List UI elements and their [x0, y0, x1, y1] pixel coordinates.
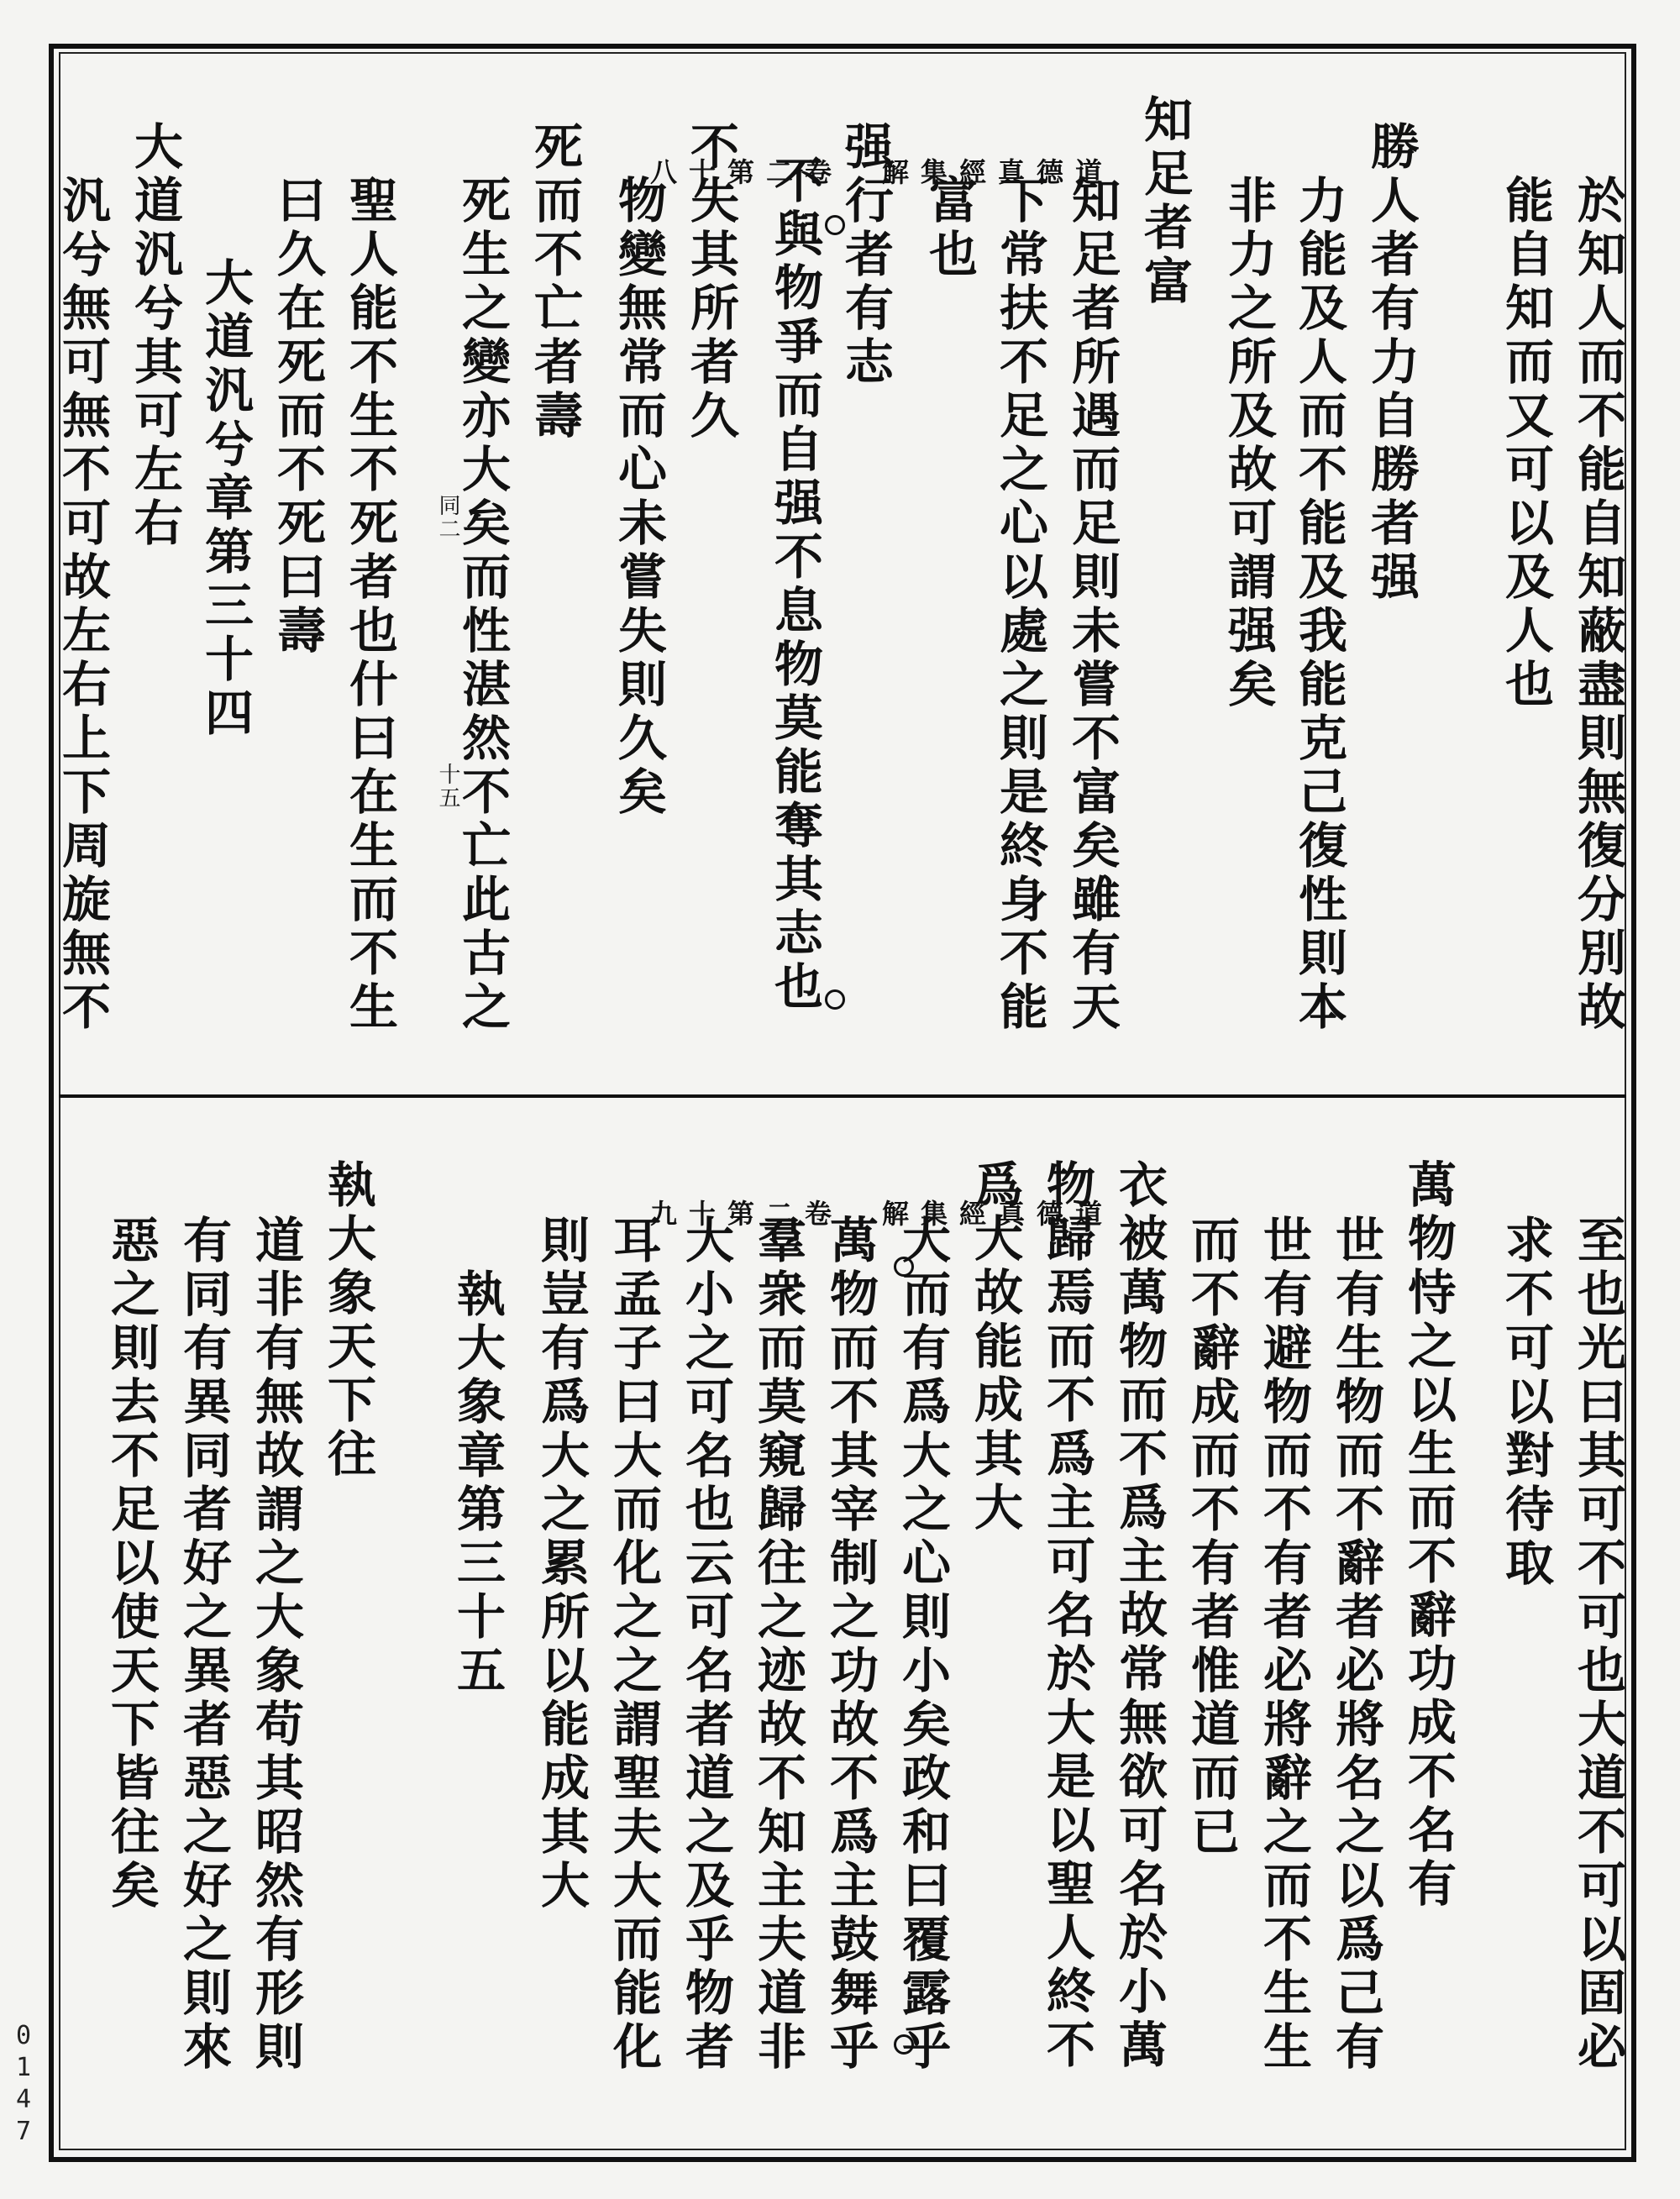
upper-text-column: 死而不亡者壽 [526, 121, 583, 443]
upper-text-column: 知足者富 [1136, 94, 1193, 309]
upper-marginal-note: 十五 [435, 763, 460, 810]
lower-text-column: 羣衆而莫窺歸往之迹故不知主夫道非 [749, 1215, 806, 2075]
upper-punctuation-circle [825, 215, 845, 235]
lower-text-column: 執大象天下往 [319, 1159, 376, 1482]
upper-text-column: 聖人能不生不死者也什曰在生而不生 [341, 175, 398, 1035]
upper-text-column: 富也 [921, 175, 978, 282]
lower-text-column: 世有避物而不有者必將辭之而不生生 [1255, 1215, 1312, 2075]
lower-text-column: 至也光曰其可不可也大道不可以固必 [1569, 1215, 1626, 2075]
upper-text-column: 不失其所者久 [682, 121, 739, 443]
lower-text-column: 萬物而不其宰制之功故不爲主鼓舞乎 [822, 1215, 879, 2075]
lower-text-column: 耳孟子曰大而化之之謂聖夫大而能化 [605, 1215, 662, 2075]
lower-text-column: 爲大故能成其大 [966, 1159, 1023, 1535]
upper-text-column: 强行者有志 [837, 121, 894, 390]
upper-page-header: 道德真經集解 卷二第十八 [649, 156, 1114, 188]
upper-text-column: 下常扶不足之心以處之則是終身不能 [991, 175, 1048, 1035]
lower-text-column: 大小之可名也云可名者道之及乎物者 [677, 1215, 734, 2075]
lower-text-column: 則豈有爲大之累所以能成其大 [533, 1215, 590, 1913]
upper-text-column: 於知人而不能自知蔽盡則無復分別故 [1569, 175, 1626, 1035]
lower-text-column: 道非有無故謂之大象苟其昭然有形則 [247, 1215, 304, 2075]
upper-text-column: 曰久在死而不死曰壽 [269, 175, 326, 659]
page-number: 0 1 4 7 [15, 2021, 32, 2146]
lower-punctuation-circle [894, 2034, 914, 2055]
lower-text-column: 而不辭成而不有者惟道而已 [1183, 1215, 1240, 1860]
lower-text-column: 物歸焉而不爲主可名於大是以聖人終不 [1038, 1159, 1095, 2073]
upper-text-column: 知足者所遇而足則未嘗不富矣雖有天 [1063, 175, 1121, 1035]
page-divider [59, 1094, 1626, 1098]
lower-text-column: 萬物恃之以生而不辭功成不名有 [1399, 1159, 1457, 1912]
upper-text-column: 大道汎兮章第三十四 [197, 257, 254, 741]
upper-text-column: 非力之所及故可謂强矣 [1220, 175, 1277, 712]
lower-text-column: 衣被萬物而不爲主故常無欲可名於小萬 [1110, 1159, 1168, 2073]
lower-text-column: 大而有爲大之心則小矣政和曰覆露乎 [894, 1215, 951, 2075]
upper-text-column: 死生之變亦大矣而性湛然不亡此古之 [454, 175, 511, 1035]
lower-punctuation-circle [894, 1257, 914, 1277]
upper-text-column: 大道汎兮其可左右 [126, 121, 183, 551]
upper-text-column: 汎兮無可無不可故左右上下周旋無不 [54, 175, 111, 1035]
upper-text-column: 不與物爭而自强不息物莫能奪其志也 [766, 155, 823, 1015]
lower-text-column: 執大象章第三十五 [449, 1268, 506, 1698]
lower-text-column: 求不可以對待取 [1497, 1215, 1554, 1591]
upper-text-column: 力能及人而不能及我能克己復性則本 [1290, 175, 1347, 1035]
upper-punctuation-circle [825, 989, 845, 1010]
lower-text-column: 世有生物而不辭者必將名之以爲己有 [1327, 1215, 1384, 2075]
upper-text-column: 勝人者有力自勝者强 [1362, 121, 1420, 605]
lower-text-column: 惡之則去不足以使天下皆往矣 [102, 1215, 160, 1913]
upper-text-column: 物變無常而心未嘗失則久矣 [610, 175, 667, 820]
lower-page-header: 道德真經集解 卷二第十九 [649, 1198, 1114, 1230]
upper-marginal-note: 同二 [435, 494, 460, 541]
lower-text-column: 有同有異同者好之異者惡之好之則來 [175, 1215, 232, 2075]
upper-text-column: 能自知而又可以及人也 [1497, 175, 1554, 712]
